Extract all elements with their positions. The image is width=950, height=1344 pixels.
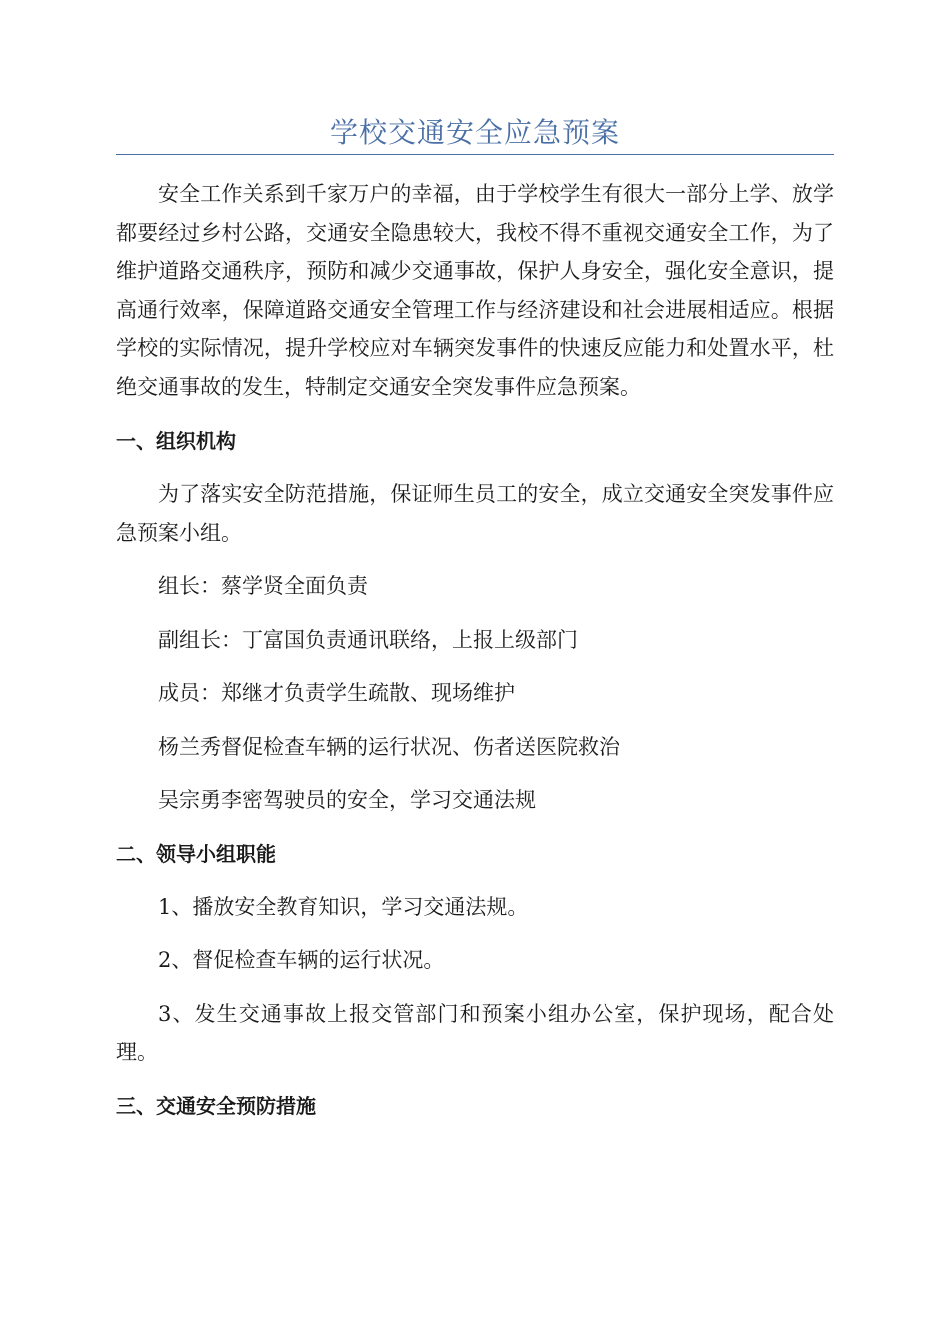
section-prevention [116, 1087, 834, 1125]
section-paragraph: 为了落实安全防范措施，保证师生员工的安全，成立交通安全突发事件应急预案小组。 [116, 482, 834, 545]
section-heading: 一、组织机构 [116, 429, 236, 453]
member-line-deputy: 副组长：丁富国负责通讯联络，上报上级部门 [158, 627, 578, 652]
function-item-2: 2、督促检查车辆的运行状况。 [158, 948, 445, 972]
member-line-leader: 组长：蔡学贤全面负责 [158, 574, 368, 598]
section-heading: 二、领导小组职能 [116, 841, 276, 866]
member-line-wu: 吴宗勇李密驾驶员的安全，学习交通法规 [158, 788, 536, 812]
member-line-yang: 杨兰秀督促检查车辆的运行状况、伤者送医院救治 [158, 734, 620, 759]
section-heading: 三、交通安全预防措施 [116, 1093, 316, 1118]
section-functions [116, 835, 834, 1072]
function-item-1: 1、播放安全教育知识，学习交通法规。 [158, 894, 529, 919]
intro-paragraph: 安全工作关系到千家万户的幸福，由于学校学生有很大一部分上学、放学都要经过乡村公路，交通安全隐患较大，我校不得不重视交通安全工作，为了维护道路交通秩序，预防和减少交通事故，保护人身安全，强化安全意识，提高通行效率，保障道路交通安全管理工作与经济建设和社会进展相适应。根据学校的实际情况，提升学校应对车辆突发事件的快速反应能力和处置水平，杜绝交通事故的发生，特制定交通安全突发事件应急预案。 [116, 182, 834, 399]
member-line-member: 成员：郑继才负责学生疏散、现场维护 [158, 681, 515, 705]
function-item-3: 3、发生交通事故上报交管部门和预案小组办公室，保护现场，配合处理。 [116, 1001, 834, 1064]
section-organization [116, 422, 834, 820]
title-underline [116, 154, 834, 155]
document-title: 学校交通安全应急预案 [329, 116, 620, 149]
